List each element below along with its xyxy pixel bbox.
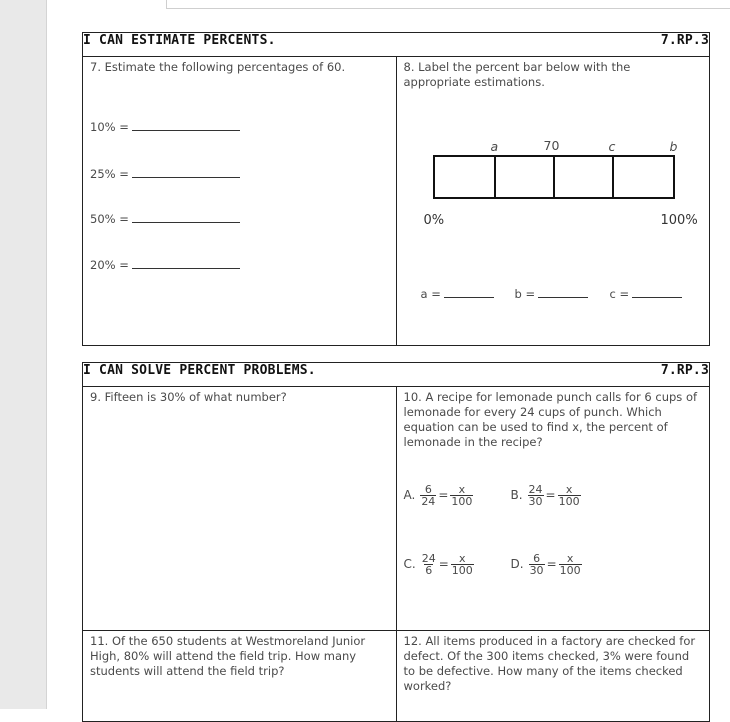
question-10-cell [396, 387, 710, 631]
section-standard: 7.RP.3 [660, 33, 709, 48]
answer-blank[interactable] [132, 120, 240, 131]
denominator: 100 [451, 495, 473, 508]
denominator: 24 [421, 495, 436, 508]
numerator: x [566, 552, 574, 565]
section-title: I CAN SOLVE PERCENT PROBLEMS. [83, 363, 316, 378]
estimate-row [90, 212, 240, 227]
choice-letter: D. [510, 557, 524, 571]
page-gutter [0, 0, 47, 709]
equals-sign: = [438, 488, 449, 502]
fraction [558, 484, 581, 507]
denominator: 6 [425, 564, 433, 577]
fraction [529, 553, 545, 576]
bar-label-c: c [608, 139, 616, 154]
numerator: 24 [528, 483, 543, 496]
answer-blank[interactable] [132, 258, 240, 269]
choice-b[interactable] [511, 484, 583, 507]
answer-blank[interactable] [632, 287, 682, 298]
denominator: 100 [558, 495, 580, 508]
answer-label: b = [514, 287, 536, 301]
numerator: x [565, 483, 573, 496]
fraction [559, 553, 582, 576]
question-11-cell [83, 631, 397, 722]
answer-c [610, 287, 683, 302]
equals-sign: = [545, 488, 556, 502]
section-solve-percent-problems [82, 362, 710, 722]
choice-letter: C. [403, 557, 416, 571]
bar-label-a: a [490, 139, 499, 154]
denominator: 30 [528, 495, 543, 508]
question-12-cell [396, 631, 710, 722]
estimate-label: 10% = [90, 120, 129, 134]
bar-end-label: 100% [660, 213, 698, 228]
bar-label-70: 70 [543, 138, 560, 153]
choice-letter: A. [403, 488, 416, 502]
section-title: I CAN ESTIMATE PERCENTS. [83, 33, 276, 48]
question-7-prompt: 7. Estimate the following percentages of 60. [90, 60, 346, 74]
choice-a[interactable] [404, 484, 476, 507]
estimate-label: 50% = [90, 212, 129, 226]
choice-letter: B. [510, 488, 523, 502]
percent-bar [433, 155, 675, 199]
question-11-prompt: 11. Of the 650 students at Westmoreland Junior High, 80% will attend the field trip. How many students will attend the field trip? [90, 634, 366, 678]
question-7-cell [83, 57, 397, 346]
question-10-prompt: 10. A recipe for lemonade punch calls for 6 cups of lemonade for every 24 cups of punch. Which equation can be used to find x, the percent of lemonade in the recipe? [403, 390, 698, 449]
estimate-row [90, 258, 240, 273]
answer-blank[interactable] [132, 212, 240, 223]
numerator: x [459, 552, 466, 565]
numerator: 6 [424, 483, 432, 496]
bar-label-b: b [669, 139, 678, 154]
equals-sign: = [438, 557, 449, 571]
answer-label: a = [420, 287, 441, 301]
section-header [83, 363, 710, 387]
section-estimate-percents [82, 32, 710, 346]
answer-blank[interactable] [132, 167, 240, 178]
fraction [528, 484, 544, 507]
answer-b [515, 287, 589, 302]
fraction [420, 484, 436, 507]
bar-divider [494, 157, 496, 197]
section-standard: 7.RP.3 [660, 363, 709, 378]
numerator: x [458, 483, 466, 496]
estimate-row [90, 167, 240, 182]
fraction [451, 553, 474, 576]
answer-blank[interactable] [538, 287, 588, 298]
question-8-cell [396, 57, 710, 346]
denominator: 100 [559, 564, 581, 577]
choice-c[interactable] [404, 553, 476, 576]
estimate-label: 20% = [90, 258, 129, 272]
fraction [450, 484, 473, 507]
equals-sign: = [546, 557, 557, 571]
top-frame [166, 0, 730, 9]
fraction [421, 553, 437, 576]
denominator: 100 [451, 564, 473, 577]
answer-a [421, 287, 494, 302]
choice-d[interactable] [511, 553, 584, 576]
answer-label: c = [609, 287, 630, 301]
estimate-row [90, 120, 240, 135]
denominator: 30 [529, 564, 544, 577]
question-9-cell [83, 387, 397, 631]
question-9-prompt: 9. Fifteen is 30% of what number? [90, 390, 287, 404]
numerator: 24 [421, 552, 436, 565]
answer-blank[interactable] [444, 287, 494, 298]
bar-divider [553, 157, 555, 197]
question-8-prompt: 8. Label the percent bar below with the appropriate estimations. [403, 60, 631, 89]
numerator: 6 [533, 552, 541, 565]
estimate-label: 25% = [90, 167, 129, 181]
bar-divider [612, 157, 614, 197]
section-header [83, 33, 710, 57]
question-12-prompt: 12. All items produced in a factory are checked for defect. Of the 300 items checked, 3% were found to be defective. How many of the items checked worked? [403, 634, 696, 693]
bar-start-label: 0% [423, 213, 445, 228]
